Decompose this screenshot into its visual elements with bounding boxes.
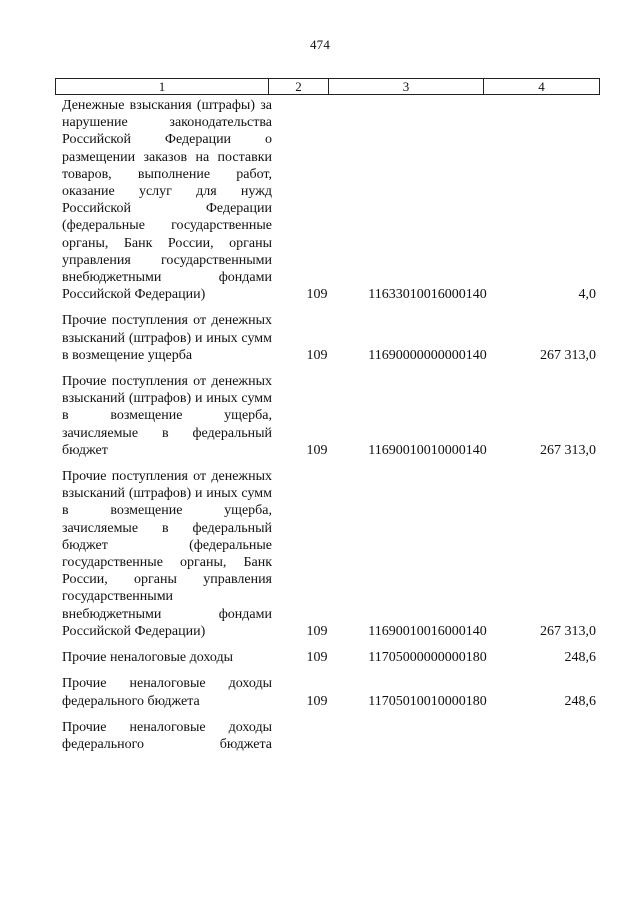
row-budget-code: 11690010010000140 xyxy=(368,442,487,458)
column-header-row xyxy=(56,79,600,95)
row-admin-code: 109 xyxy=(306,287,328,303)
row-budget-code: 11690000000000140 xyxy=(368,347,487,363)
row-name: Прочие неналоговые доходы федерального бюджета xyxy=(62,676,272,709)
row-admin-code: 109 xyxy=(306,693,328,709)
row-name: Прочие неналоговые доходы xyxy=(62,650,234,666)
row-name: Прочие поступления от денежных взысканий (штрафов) и иных сумм в возмещение ущерба, зачисляемые в федеральный бюджет (федеральные государственные органы, Банк России, органы управления государственными внебюджетными фондами Российской Федерации) xyxy=(62,469,272,639)
page-number: 474 xyxy=(309,37,331,52)
row-amount: 267 313,0 xyxy=(540,623,596,639)
row-name: Прочие неналоговые доходы федерального бюджета xyxy=(62,719,272,752)
revenue-table-body xyxy=(55,97,599,762)
row-admin-code: 109 xyxy=(306,442,328,458)
row-admin-code: 109 xyxy=(306,347,328,363)
row-budget-code: 11633010016000140 xyxy=(368,287,487,303)
table-row xyxy=(55,719,599,753)
row-name: Прочие поступления от денежных взысканий (штрафов) и иных сумм в возмещение ущерба, зачисляемые в федеральный бюджет xyxy=(62,374,272,458)
row-admin-code: 109 xyxy=(306,623,328,639)
table-row xyxy=(55,373,599,459)
column-header-2: 2 xyxy=(269,79,329,95)
row-budget-code: 11705000000000180 xyxy=(368,650,487,666)
row-name: Денежные взыскания (штрафы) за нарушение законодательства Российской Федерации о размещении заказов на поставки товаров, выполнение работ, оказание услуг для нужд Российской Федерации (федеральные государственные органы, Банк России, органы управления государственными внебюджетными фондами Российской Федерации) xyxy=(62,98,272,303)
row-amount: 248,6 xyxy=(564,693,596,709)
table-row xyxy=(55,675,599,709)
row-name: Прочие поступления от денежных взысканий (штрафов) и иных сумм в возмещение ущерба xyxy=(62,313,272,363)
column-header-1: 1 xyxy=(56,79,269,95)
table-row xyxy=(55,468,599,640)
column-header-table xyxy=(55,78,600,95)
table-row xyxy=(55,97,599,303)
column-header-4: 4 xyxy=(484,79,600,95)
row-budget-code: 11690010016000140 xyxy=(368,623,487,639)
row-amount: 4,0 xyxy=(578,287,596,303)
row-amount: 248,6 xyxy=(564,650,596,666)
table-row xyxy=(55,312,599,364)
row-amount: 267 313,0 xyxy=(540,442,596,458)
column-header-3: 3 xyxy=(329,79,484,95)
row-budget-code: 11705010010000180 xyxy=(368,693,487,709)
table-row xyxy=(55,649,599,666)
row-amount: 267 313,0 xyxy=(540,347,596,363)
row-admin-code: 109 xyxy=(306,650,328,666)
